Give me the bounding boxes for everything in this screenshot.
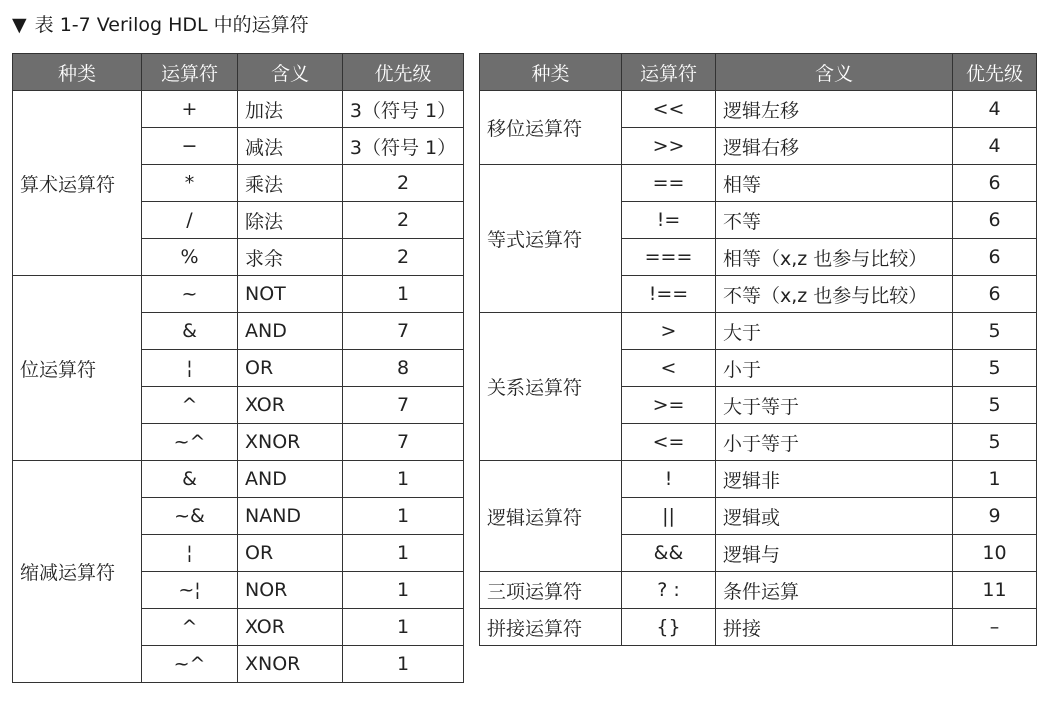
header-operator: 运算符 [142,54,238,91]
operator-cell: > [622,313,716,350]
operator-cell: ? : [622,572,716,609]
header-meaning: 含义 [238,54,343,91]
meaning-cell: AND [238,313,343,350]
meaning-cell: 小于 [716,350,953,387]
header-row [480,54,1037,91]
operator-cell: − [142,128,238,165]
meaning-cell: 乘法 [238,165,343,202]
meaning-cell: 逻辑非 [716,461,953,498]
operator-cell: != [622,202,716,239]
meaning-cell: XOR [238,609,343,646]
priority-cell: 3（符号 1） [343,128,464,165]
operator-cell: * [142,165,238,202]
meaning-cell: 不等 [716,202,953,239]
operator-cell: ~¦ [142,572,238,609]
operator-cell: ¦ [142,350,238,387]
operator-cell: ~ [142,276,238,313]
priority-cell: 9 [953,498,1037,535]
operator-cell: & [142,313,238,350]
operator-cell: ~& [142,498,238,535]
priority-cell: 6 [953,202,1037,239]
meaning-cell: NOR [238,572,343,609]
priority-cell: 4 [953,128,1037,165]
priority-cell: 1 [343,535,464,572]
meaning-cell: 逻辑右移 [716,128,953,165]
operator-table-right [479,53,1037,646]
header-category: 种类 [13,54,142,91]
priority-cell: 2 [343,165,464,202]
meaning-cell: 逻辑与 [716,535,953,572]
priority-cell: 8 [343,350,464,387]
category-cell: 拼接运算符 [480,609,622,646]
table-row [13,461,464,498]
meaning-cell: 相等（x,z 也参与比较） [716,239,953,276]
operator-cell: ~^ [142,424,238,461]
meaning-cell: 除法 [238,202,343,239]
priority-cell: 7 [343,424,464,461]
priority-cell: 2 [343,202,464,239]
meaning-cell: OR [238,535,343,572]
operator-cell: + [142,91,238,128]
operator-cell: === [622,239,716,276]
priority-cell: 6 [953,165,1037,202]
operator-cell: ¦ [142,535,238,572]
meaning-cell: XOR [238,387,343,424]
operator-cell: / [142,202,238,239]
priority-cell: 3（符号 1） [343,91,464,128]
category-cell: 算术运算符 [13,91,142,276]
category-cell: 关系运算符 [480,313,622,461]
priority-cell: 1 [343,461,464,498]
category-cell: 缩减运算符 [13,461,142,683]
meaning-cell: OR [238,350,343,387]
priority-cell: 2 [343,239,464,276]
category-cell: 三项运算符 [480,572,622,609]
table-row [13,91,464,128]
priority-cell: 10 [953,535,1037,572]
meaning-cell: 条件运算 [716,572,953,609]
meaning-cell: AND [238,461,343,498]
category-cell: 移位运算符 [480,91,622,165]
meaning-cell: 小于等于 [716,424,953,461]
meaning-cell: 拼接 [716,609,953,646]
operator-cell: >> [622,128,716,165]
operator-table-left [12,53,464,683]
operator-cell: {} [622,609,716,646]
priority-cell: – [953,609,1037,646]
operator-cell: ! [622,461,716,498]
operator-cell: ^ [142,387,238,424]
meaning-cell: XNOR [238,646,343,683]
category-cell: 逻辑运算符 [480,461,622,572]
header-row [13,54,464,91]
operator-cell: % [142,239,238,276]
meaning-cell: 加法 [238,91,343,128]
triangle-marker-icon: ▼ [12,14,27,36]
table-row [13,276,464,313]
operator-cell: && [622,535,716,572]
header-priority: 优先级 [343,54,464,91]
left-table-body [13,91,464,683]
category-cell: 等式运算符 [480,165,622,313]
operator-cell: !== [622,276,716,313]
header-category: 种类 [480,54,622,91]
operator-cell: <= [622,424,716,461]
operator-cell: << [622,91,716,128]
priority-cell: 1 [343,646,464,683]
meaning-cell: 逻辑或 [716,498,953,535]
operator-cell: ^ [142,609,238,646]
priority-cell: 7 [343,313,464,350]
meaning-cell: XNOR [238,424,343,461]
table-row [480,572,1037,609]
priority-cell: 5 [953,313,1037,350]
table-row [480,609,1037,646]
header-meaning: 含义 [716,54,953,91]
priority-cell: 6 [953,239,1037,276]
operator-cell: ~^ [142,646,238,683]
meaning-cell: 求余 [238,239,343,276]
meaning-cell: 逻辑左移 [716,91,953,128]
table-row [480,461,1037,498]
meaning-cell: NAND [238,498,343,535]
table-caption [12,10,309,37]
header-priority: 优先级 [953,54,1037,91]
priority-cell: 5 [953,387,1037,424]
priority-cell: 4 [953,91,1037,128]
priority-cell: 7 [343,387,464,424]
operator-cell: == [622,165,716,202]
caption-text: 表 1-7 Verilog HDL 中的运算符 [34,14,309,36]
priority-cell: 1 [953,461,1037,498]
priority-cell: 6 [953,276,1037,313]
meaning-cell: 减法 [238,128,343,165]
operator-cell: & [142,461,238,498]
table-row [480,91,1037,128]
meaning-cell: 大于等于 [716,387,953,424]
category-cell: 位运算符 [13,276,142,461]
header-operator: 运算符 [622,54,716,91]
priority-cell: 5 [953,350,1037,387]
right-table-body [480,91,1037,646]
meaning-cell: NOT [238,276,343,313]
priority-cell: 1 [343,276,464,313]
operator-cell: || [622,498,716,535]
operator-cell: < [622,350,716,387]
priority-cell: 5 [953,424,1037,461]
operator-cell: >= [622,387,716,424]
priority-cell: 11 [953,572,1037,609]
priority-cell: 1 [343,572,464,609]
priority-cell: 1 [343,609,464,646]
meaning-cell: 不等（x,z 也参与比较） [716,276,953,313]
meaning-cell: 相等 [716,165,953,202]
meaning-cell: 大于 [716,313,953,350]
priority-cell: 1 [343,498,464,535]
table-row [480,165,1037,202]
table-row [480,313,1037,350]
